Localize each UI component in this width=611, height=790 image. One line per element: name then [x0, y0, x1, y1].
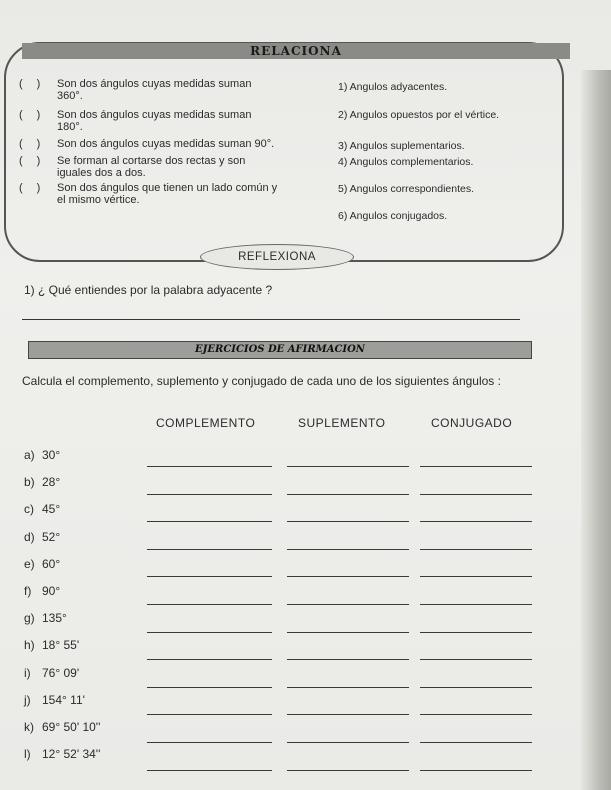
exercise-letter: a) [24, 448, 35, 462]
option-3: 3) Angulos suplementarios. [338, 140, 465, 152]
statement-text: Son dos ángulos que tienen un lado común y el mismo vértice. [57, 182, 278, 206]
exercise-angle: 12° 52' 34'' [42, 747, 101, 762]
exercise-angle: 18° 55' [42, 638, 80, 653]
suplemento-blank[interactable] [287, 687, 409, 688]
exercise-letter: i) [24, 665, 31, 680]
exercise-angle: 52° [42, 529, 61, 544]
complemento-blank[interactable] [147, 494, 272, 495]
suplemento-blank[interactable] [287, 494, 409, 495]
conjugado-blank[interactable] [420, 604, 532, 605]
exercise-label [24, 720, 100, 734]
reflexiona-question: 1) ¿ Qué entiendes por la palabra adyacente ? [24, 283, 273, 297]
conjugado-blank[interactable] [420, 521, 532, 522]
exercise-letter: b) [24, 475, 35, 490]
ejercicios-instruction: Calcula el complemento, suplemento y conjugado de cada uno de los siguientes ángulos : [22, 374, 501, 388]
suplemento-blank[interactable] [287, 632, 409, 633]
header-complemento: COMPLEMENTO [156, 416, 256, 430]
reflexiona-title: REFLEXIONA [200, 244, 354, 270]
statement-text: Son dos ángulos cuyas medidas suman 90°. [57, 138, 275, 150]
conjugado-blank[interactable] [420, 576, 532, 577]
exercise-label [24, 475, 60, 489]
exercise-angle: 76° 09' [42, 665, 80, 680]
relaciona-frame [4, 42, 564, 262]
exercise-label [24, 666, 79, 680]
exercise-letter: d) [24, 529, 35, 544]
exercise-angle: 28° [42, 475, 61, 490]
complemento-blank[interactable] [147, 604, 272, 605]
relaciona-title: RELACIONA [250, 44, 342, 58]
conjugado-blank[interactable] [420, 632, 532, 633]
suplemento-blank[interactable] [287, 576, 409, 577]
complemento-blank[interactable] [147, 742, 272, 743]
complemento-blank[interactable] [147, 770, 272, 771]
exercise-letter: j) [24, 692, 31, 707]
statement-text: Son dos ángulos cuyas medidas suman 360°. [57, 78, 252, 102]
option-1: 1) Angulos adyacentes. [338, 81, 448, 93]
suplemento-blank[interactable] [287, 604, 409, 605]
exercise-label [24, 502, 60, 516]
option-2: 2) Angulos opuestos por el vértice. [338, 109, 500, 121]
option-5: 5) Angulos correspondientes. [338, 183, 475, 195]
statement-text: Se forman al cortarse dos rectas y son iguales dos a dos. [57, 155, 246, 179]
worksheet-page: RELACIONA ( ) Son dos ángulos cuyas medidas suman 360°. ( ) Son dos ángulos cuyas medidas suman 180°. ( ) Son dos ángulos cuyas medidas suman 90°. ( ) Se forman al cortarse dos rectas y son iguales dos a dos. ( ) Son dos ángulos que tienen un lado común y el mismo vértice. 1) Angulos adyacentes. 2) Angulos opuestos por el vértice. 3) Angulos suplementarios. 4) Angulos complementarios. 5) Angulos correspondientes. 6) Angulos conjugados. REFLEXIONA 1) ¿ Qué entiendes por la palabra adyacente ? EJERCICIOS DE AFIRMACION Calcula el complemento, suplemento y conjugado de cada uno de los siguientes ángulos : COMPLEMENTO SUPLEMENTO CONJUGADO a) 30° b) 28° c) 45° d) 52° e) 60° f) 90° g) 135° h) 18° 55' i) 76° 09' j) 154° 11' k) 69° 50' 10'' l) 12° 52' 34'' [0, 0, 611, 790]
conjugado-blank[interactable] [420, 714, 532, 715]
exercise-letter: e) [24, 556, 35, 571]
complemento-blank[interactable] [147, 714, 272, 715]
exercise-label [24, 584, 60, 598]
conjugado-blank[interactable] [420, 466, 532, 467]
complemento-blank[interactable] [147, 549, 272, 550]
complemento-blank[interactable] [147, 687, 272, 688]
exercise-angle: 154° 11' [42, 692, 85, 707]
exercise-angle: 90° [42, 584, 61, 598]
header-suplemento: SUPLEMENTO [298, 416, 386, 430]
complemento-blank[interactable] [147, 466, 272, 467]
conjugado-blank[interactable] [420, 549, 532, 550]
exercise-label [24, 557, 60, 571]
exercise-letter: c) [24, 502, 34, 517]
conjugado-blank[interactable] [420, 770, 532, 771]
suplemento-blank[interactable] [287, 659, 409, 660]
complemento-blank[interactable] [147, 632, 272, 633]
exercise-letter: k) [24, 720, 34, 734]
exercise-letter: h) [24, 638, 35, 653]
conjugado-blank[interactable] [420, 494, 532, 495]
exercise-label [24, 611, 67, 625]
exercise-letter: l) [24, 747, 31, 762]
relaciona-header [22, 43, 570, 59]
suplemento-blank[interactable] [287, 521, 409, 522]
exercise-angle: 60° [42, 556, 61, 571]
exercise-letter: f) [24, 584, 32, 598]
header-conjugado: CONJUGADO [431, 416, 513, 430]
complemento-blank[interactable] [147, 659, 272, 660]
ejercicios-title: EJERCICIOS DE AFIRMACION [28, 341, 532, 359]
exercise-angle: 45° [42, 502, 61, 517]
page-edge-shadow [581, 70, 611, 790]
exercise-label [24, 530, 60, 544]
conjugado-blank[interactable] [420, 687, 532, 688]
suplemento-blank[interactable] [287, 549, 409, 550]
complemento-blank[interactable] [147, 576, 272, 577]
exercise-label [24, 693, 85, 707]
option-6: 6) Angulos conjugados. [338, 210, 448, 222]
suplemento-blank[interactable] [287, 770, 409, 771]
exercise-letter: g) [24, 611, 35, 626]
exercise-angle: 135° [42, 611, 67, 626]
suplemento-blank[interactable] [287, 742, 409, 743]
suplemento-blank[interactable] [287, 714, 409, 715]
conjugado-blank[interactable] [420, 659, 532, 660]
answer-line[interactable] [22, 319, 520, 320]
statement-text: Son dos ángulos cuyas medidas suman 180°. [57, 109, 252, 133]
exercise-label [24, 448, 60, 462]
exercise-label [24, 747, 100, 761]
exercise-angle: 69° 50' 10'' [42, 720, 101, 734]
exercise-angle: 30° [42, 448, 61, 462]
complemento-blank[interactable] [147, 521, 272, 522]
exercise-label [24, 638, 79, 652]
suplemento-blank[interactable] [287, 466, 409, 467]
conjugado-blank[interactable] [420, 742, 532, 743]
option-4: 4) Angulos complementarios. [338, 156, 474, 168]
